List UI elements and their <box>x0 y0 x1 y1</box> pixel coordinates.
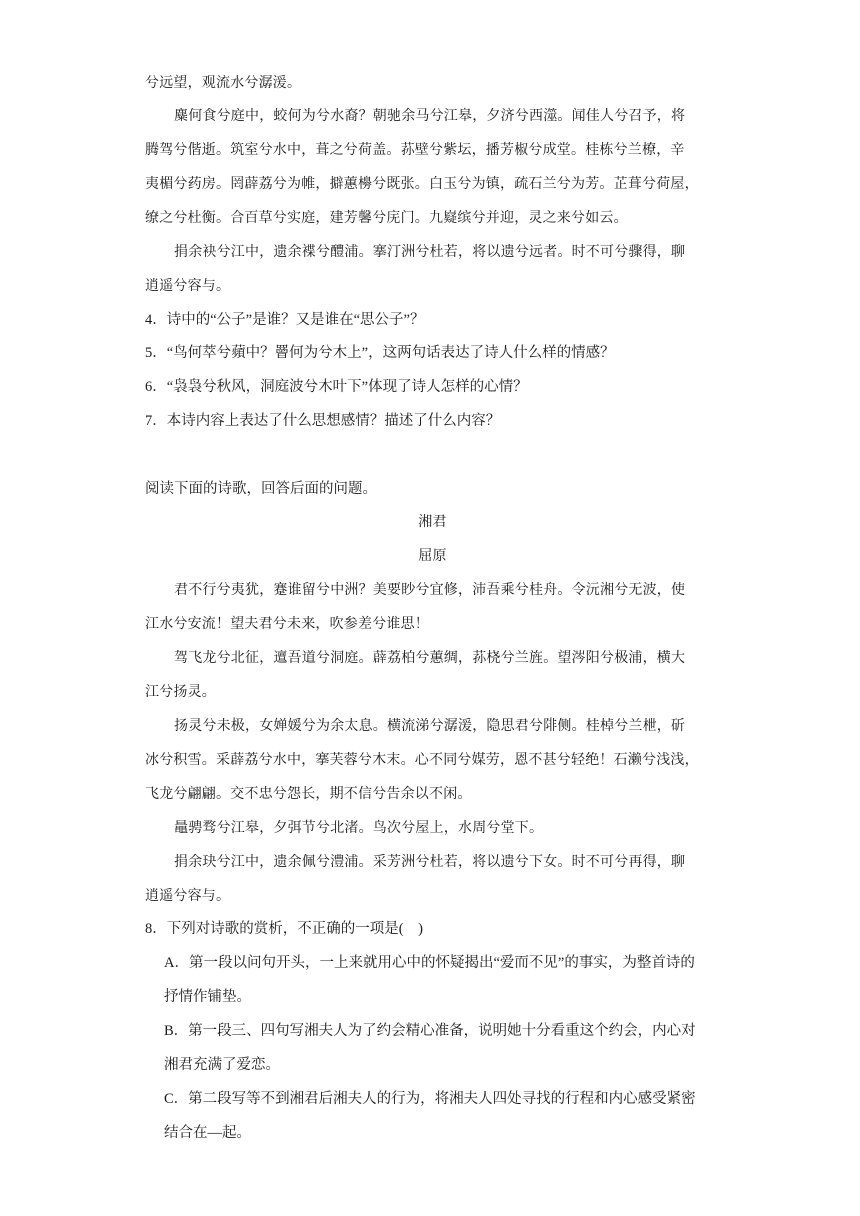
poem1-line: 逍遥兮容与。 <box>145 278 231 294</box>
option-a-cont: 抒情作铺垫。 <box>164 989 251 1005</box>
poem2-line: 江水兮安流！望夫君兮未来，吹参差兮谁思！ <box>145 616 429 632</box>
poem-author: 屈原 <box>418 548 447 564</box>
reading-instruction: 阅读下面的诗歌，回答后面的问题。 <box>145 481 377 497</box>
poem2-line: 逍遥兮容与。 <box>145 888 231 904</box>
option-c: C．第二段写等不到湘君后湘夫人的行为，将湘夫人四处寻找的行程和内心感受紧密 <box>164 1091 696 1107</box>
poem1-line: 捐余袂兮江中，遗余褋兮醴浦。搴汀洲兮杜若，将以遗兮远者。时不可兮骤得，聊 <box>174 244 686 260</box>
poem2-line: 扬灵兮未极，女婵媛兮为余太息。横流涕兮潺湲，隐思君兮陫侧。桂棹兮兰枻，斫 <box>174 718 686 734</box>
poem-title: 湘君 <box>418 514 447 530</box>
question-7: 7．本诗内容上表达了什么思想感情？描述了什么内容？ <box>145 413 501 429</box>
option-b-cont: 湘君充满了爱恋。 <box>164 1057 280 1073</box>
question-6: 6．“袅袅兮秋风，洞庭波兮木叶下”体现了诗人怎样的心情？ <box>145 379 528 395</box>
option-b: B．第一段三、四句写湘夫人为了约会精心准备，说明她十分看重这个约会，内心对 <box>164 1023 696 1039</box>
poem2-line: 冰兮积雪。采薜荔兮水中，搴芙蓉兮木末。心不同兮媒劳，恩不甚兮轻绝！石濑兮浅浅， <box>145 752 699 768</box>
question-5: 5．“鸟何萃兮蘋中？罾何为兮木上”，这两句话表达了诗人什么样的情感？ <box>145 345 615 361</box>
poem2-line: 驾飞龙兮北征，邅吾道兮洞庭。薜荔柏兮蕙绸，荪桡兮兰旌。望涔阳兮极浦，横大 <box>174 650 686 666</box>
question-4: 4．诗中的“公子”是谁？又是谁在“思公子”？ <box>145 312 425 328</box>
option-a: A．第一段以问句开头，一上来就用心中的怀疑揭出“爱而不见”的事实，为整首诗的 <box>164 955 695 971</box>
poem1-line: 缭之兮杜衡。合百草兮实庭，建芳馨兮庑门。九嶷缤兮并迎，灵之来兮如云。 <box>145 210 628 226</box>
poem2-line: 君不行兮夷犹，蹇谁留兮中洲？美要眇兮宜修，沛吾乘兮桂舟。令沅湘兮无波，使 <box>174 582 686 598</box>
poem1-line: 夷楣兮药房。罔薜荔兮为帷，擗蕙櫋兮既张。白玉兮为镇，疏石兰兮为芳。芷葺兮荷屋， <box>145 176 699 192</box>
poem2-line: 捐余玦兮江中，遗余佩兮澧浦。采芳洲兮杜若，将以遗兮下女。时不可兮再得，聊 <box>174 854 686 870</box>
poem2-line: 飞龙兮翩翩。交不忠兮怨长，期不信兮告余以不闲。 <box>145 786 472 802</box>
poem1-line: 腾驾兮偕逝。筑室兮水中，葺之兮荷盖。荪壁兮紫坛，播芳椒兮成堂。桂栋兮兰橑，辛 <box>145 142 685 158</box>
poem1-line: 麋何食兮庭中，蛟何为兮水裔？朝驰余马兮江皋，夕济兮西澨。闻佳人兮召予，将 <box>174 108 686 124</box>
poem2-line: 江兮扬灵。 <box>145 684 216 700</box>
option-c-cont: 结合在—起。 <box>164 1125 251 1141</box>
poem1-line: 兮远望，观流水兮潺湲。 <box>145 75 302 91</box>
poem2-line: 鼂骋骛兮江皋，夕弭节兮北渚。鸟次兮屋上，水周兮堂下。 <box>174 820 544 836</box>
question-8-stem: 8．下列对诗歌的赏析，不正确的一项是( ) <box>145 921 423 937</box>
